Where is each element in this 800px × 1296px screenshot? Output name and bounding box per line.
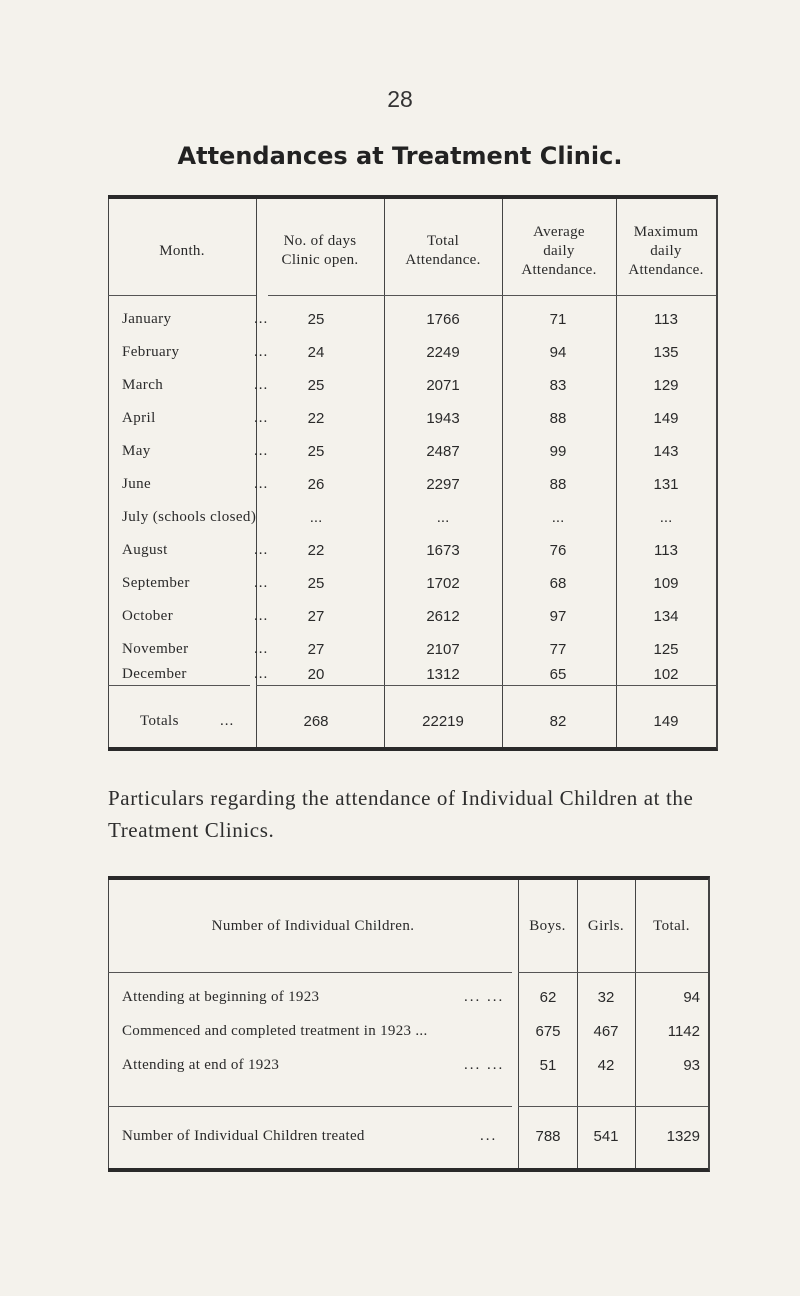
table-row: December ... 20 1312 65 102 xyxy=(122,666,679,683)
table-row: May ... 25 2487 99 143 xyxy=(122,443,679,460)
table-row: January ... 25 1766 71 113 xyxy=(122,311,678,328)
header-number-of-children: Number of Individual Children. xyxy=(211,917,415,934)
header-month: Month. xyxy=(159,242,205,259)
table-rule xyxy=(108,685,250,686)
table-rule xyxy=(518,972,708,973)
header-total: Total. xyxy=(653,917,690,934)
table-row: October ... 27 2612 97 134 xyxy=(122,608,679,625)
totals-row: Number of Individual Children treated ... 788 541 1329 xyxy=(122,1128,700,1145)
table-row: August ... 22 1673 76 113 xyxy=(122,542,678,559)
header-total-attendance: Total Attendance. xyxy=(405,233,481,268)
table-row: Commenced and completed treatment in 1923 ... 675 467 1142 xyxy=(122,1023,700,1040)
table-rule xyxy=(268,295,716,296)
individual-children-table xyxy=(108,876,710,1172)
table-rule xyxy=(108,295,256,296)
header-girls: Girls. xyxy=(587,917,625,934)
table-row: Attending at end of 1923 ... ... 51 42 93 xyxy=(122,1057,700,1074)
table-row: September ... 25 1702 68 109 xyxy=(122,575,679,592)
page-number: 28 xyxy=(387,86,413,112)
header-boys: Boys. xyxy=(529,917,566,934)
section-subtitle: Particulars regarding the attendance of Individual Children at the Treatment Clinics. xyxy=(108,786,694,842)
table-row: March ... 25 2071 83 129 xyxy=(122,377,679,394)
page-title: Attendances at Treatment Clinic. xyxy=(177,142,623,170)
attendance-table xyxy=(108,195,718,751)
table-row: November ... 27 2107 77 125 xyxy=(122,641,679,658)
table-rule xyxy=(108,1106,512,1107)
table-row: June ... 26 2297 88 131 xyxy=(122,476,679,493)
header-average-daily: Average daily Attendance. xyxy=(521,223,597,278)
table-row: Attending at beginning of 1923 ... ... 62 32 94 xyxy=(122,989,700,1006)
totals-row: Totals ... 268 22219 82 149 xyxy=(140,713,679,730)
header-days-open: No. of days Clinic open. xyxy=(281,233,359,268)
table-rule xyxy=(256,685,716,686)
table-row: April ... 22 1943 88 149 xyxy=(122,410,679,427)
header-maximum-daily: Maximum daily Attendance. xyxy=(628,223,704,278)
table-rule xyxy=(518,1106,708,1107)
table-row: February ... 24 2249 94 135 xyxy=(122,344,679,361)
table-row: July (schools closed) ... ... ... ... xyxy=(122,509,673,526)
table-rule xyxy=(108,972,512,973)
